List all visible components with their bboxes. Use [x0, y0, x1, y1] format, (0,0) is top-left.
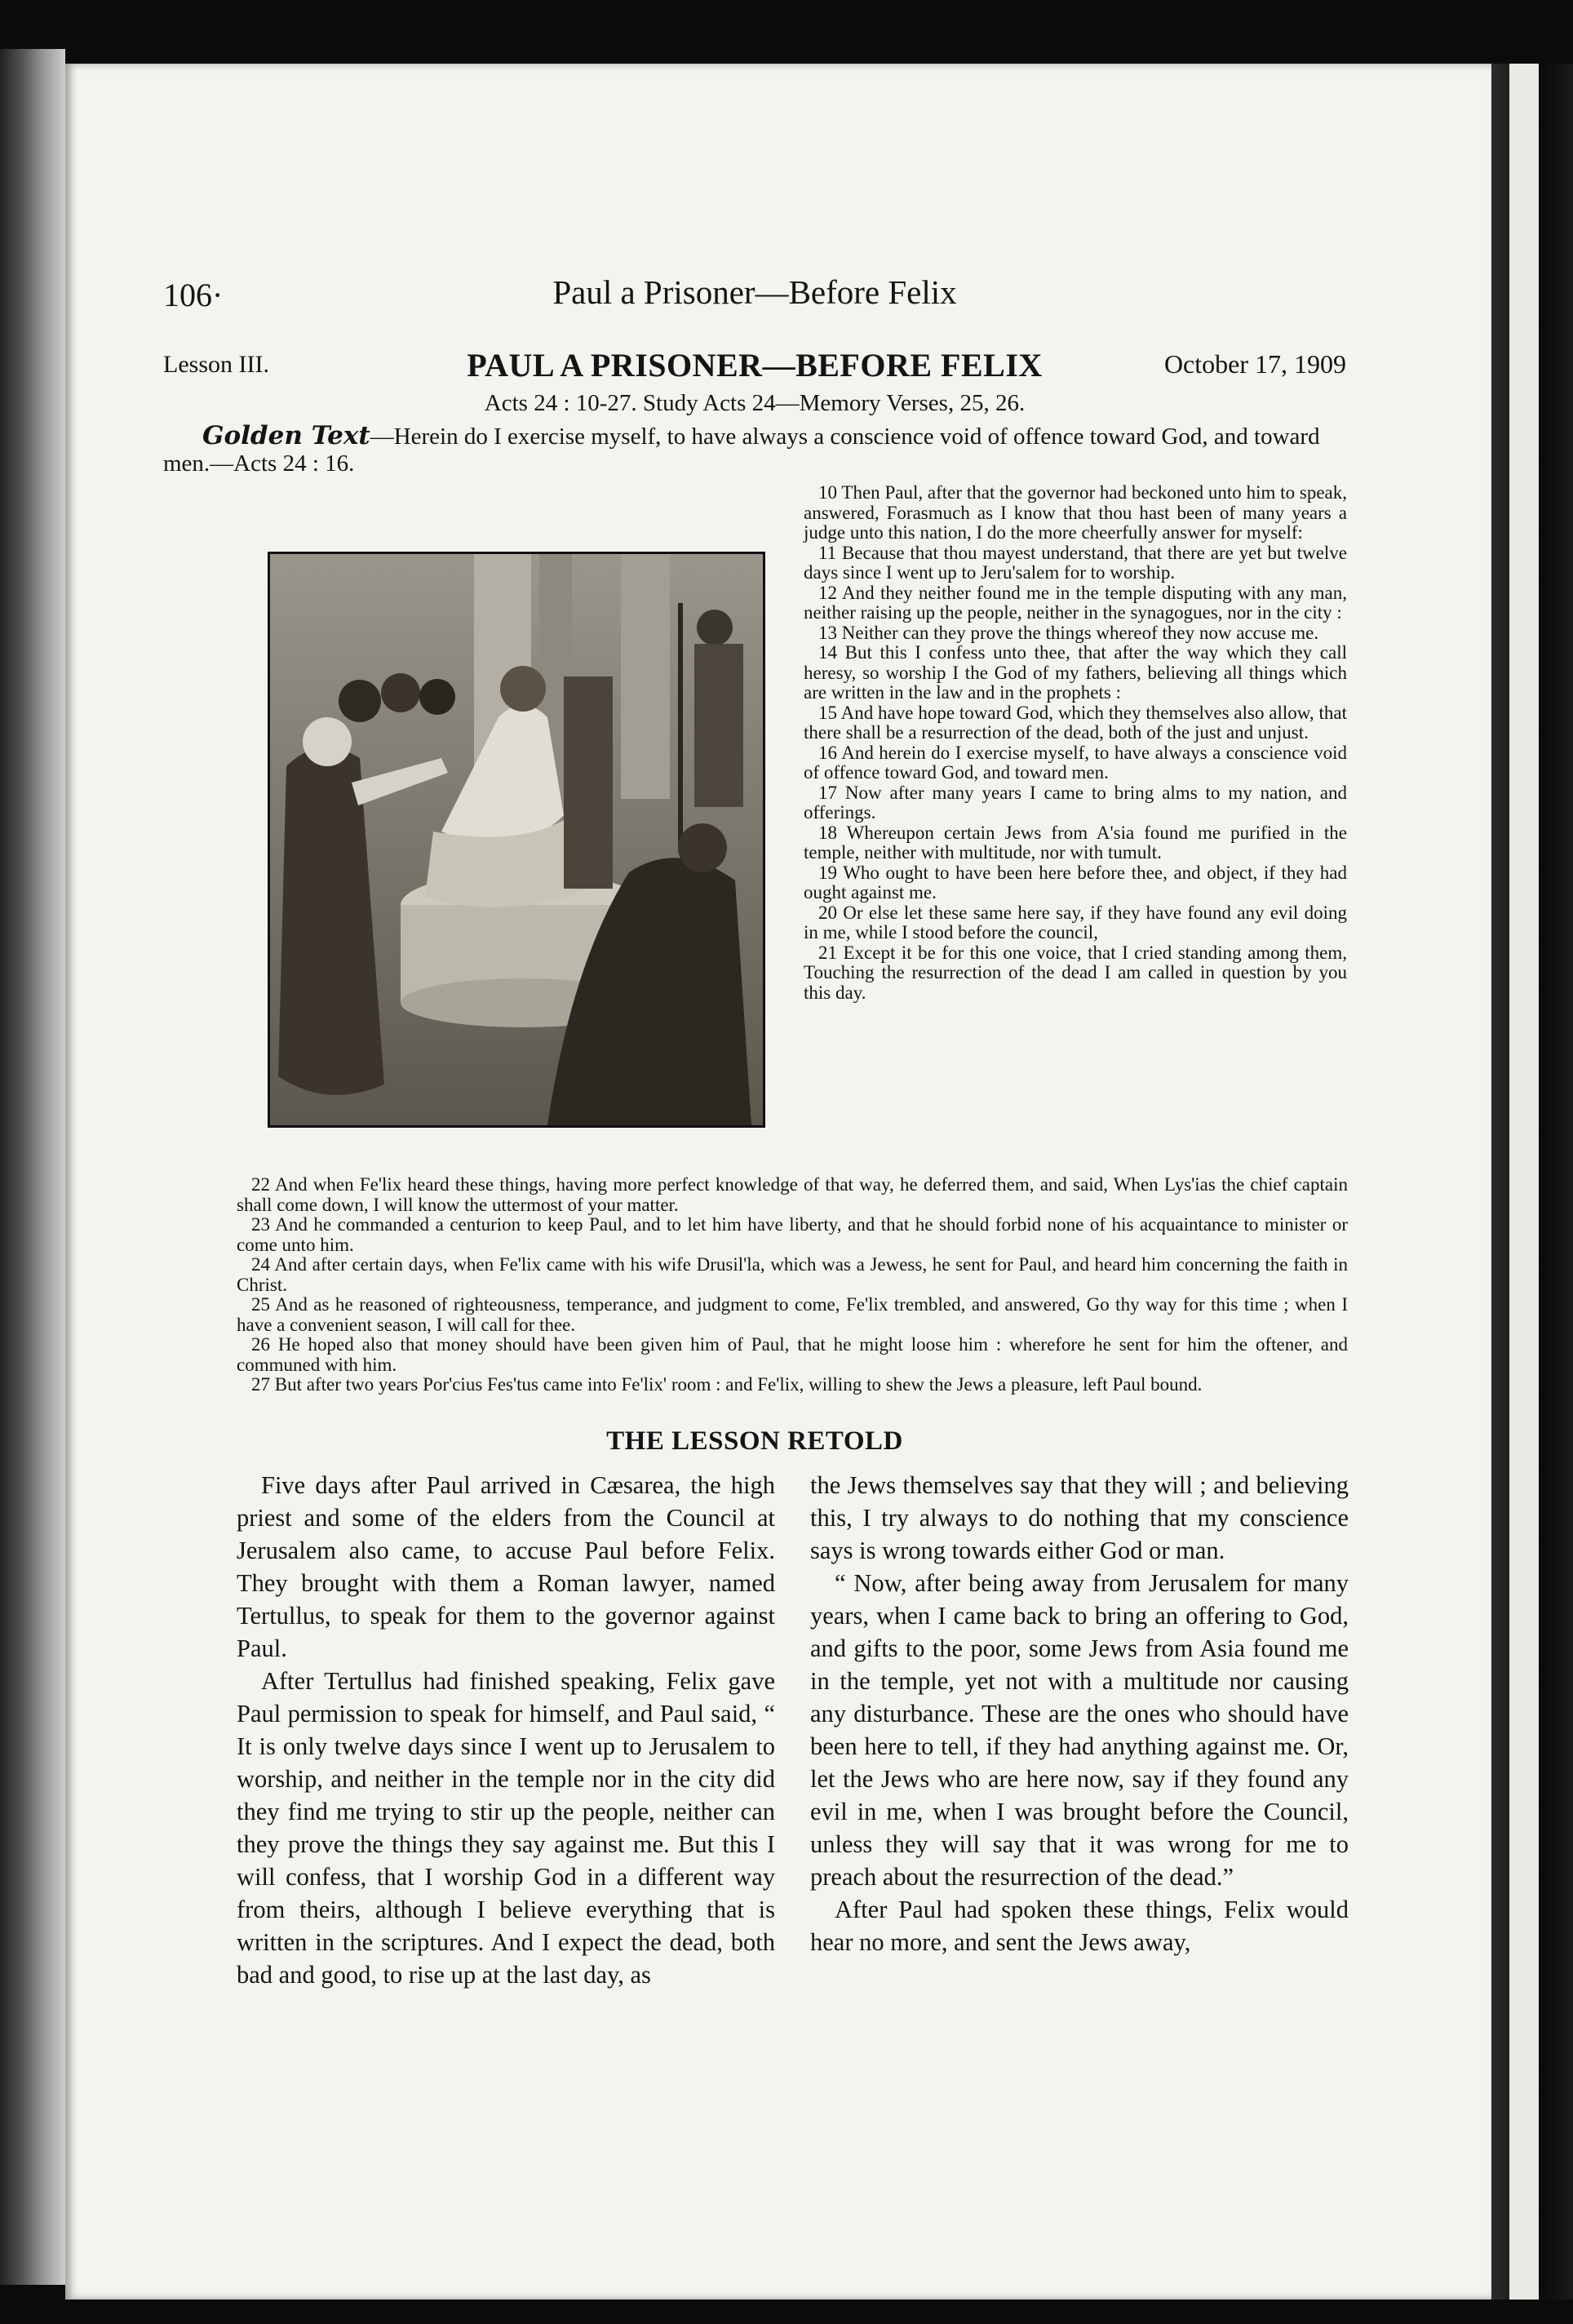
lesson-retold-heading: THE LESSON RETOLD: [606, 1426, 903, 1456]
verse: 21 Except it be for this one voice, that I cried standing among them, Touching the resurrection of the dead I am called in question by you this day.: [804, 942, 1347, 1003]
running-head: [163, 273, 1346, 325]
scripture-verses-full: [237, 1175, 1348, 1395]
retold-column-right: [810, 1469, 1349, 1958]
verse: 12 And they neither found me in the temple disputing with any man, neither raising up the people, neither in the synagogues, nor in the city :: [804, 582, 1347, 623]
verse: 24 And after certain days, when Fe'lix came with his wife Drusil'la, which was a Jewess, he sent for Paul, and heard him concerning the faith in Christ.: [237, 1254, 1348, 1295]
facing-page-edge: [1491, 64, 1573, 2300]
verse: 22 And when Fe'lix heard these things, having more perfect knowledge of that way, he deferred them, and said, When Lys'ias the chief captain shall come down, I will know the uttermost of your matter.: [237, 1174, 1348, 1215]
running-title: Paul a Prisoner—Before Felix: [552, 273, 957, 311]
paragraph: “ Now, after being away from Jerusalem for many years, when I came back to bring an offering to God, and gifts to the poor, some Jews from Asia found me in the temple, yet not with a multitude nor causing any disturbance. These are the ones who should have been here to tell, if they had anything against me. Or, let the Jews who are here now, say if they found any evil in me, when I was brought before the Council, unless they will say that it was wrong for me to preach about the resurrection of the dead.”: [810, 1569, 1349, 1891]
verse: 11 Because that thou mayest understand, that there are yet but twelve days since I went up to Jeru'salem for to worship.: [804, 542, 1347, 583]
golden-text-label: Golden Text: [202, 421, 370, 450]
verse: 17 Now after many years I came to bring alms to my nation, and offerings.: [804, 782, 1347, 823]
verse: 26 He hoped also that money should have been given him of Paul, that he might loose him : wherefore he sent for him the oftener, and communed with him.: [237, 1334, 1348, 1375]
page-number: 106·: [163, 277, 224, 313]
lesson-date: October 17, 1909: [1163, 349, 1346, 379]
retold-column-left: [237, 1469, 775, 1991]
verse: 15 And have hope toward God, which they themselves also allow, that there shall be a resurrection of the dead, both of the just and unjust.: [804, 702, 1347, 743]
verse: 20 Or else let these same here say, if they have found any evil doing in me, while I stood before the council,: [804, 902, 1347, 942]
verse: 23 And he commanded a centurion to keep Paul, and to let him have liberty, and that he should forbid none of his acquaintance to minister or come unto him.: [237, 1214, 1348, 1255]
lesson-reference: Acts 24 : 10-27. Study Acts 24—Memory Verses, 25, 26.: [484, 390, 1026, 416]
paragraph: Five days after Paul arrived in Cæsarea, the high priest and some of the elders from the Council at Jerusalem also came, to accuse Paul before Felix. They brought with them a Roman lawyer, named Tertullus, to speak for them to the governor against Paul.: [237, 1471, 775, 1662]
paragraph: the Jews themselves say that they will ; and believing this, I try always to do nothing that my conscience says is wrong towards either God or man.: [810, 1471, 1349, 1564]
lesson-header: [163, 346, 1346, 392]
verse: 14 But this I confess unto thee, that after the way which they call heresy, so worship I the God of my fathers, believing all things which are written in the law and in the prophets :: [804, 642, 1347, 703]
golden-text: [163, 423, 1346, 477]
verse: 25 And as he reasoned of righteousness, temperance, and judgment to come, Fe'lix trembled, and answered, Go thy way for this time ; when I have a convenient season, I will call for thee.: [237, 1294, 1348, 1335]
engraving-image: [270, 554, 763, 1125]
verse: 18 Whereupon certain Jews from A'sia found me purified in the temple, neither with multitude, nor with tumult.: [804, 822, 1347, 863]
paragraph: After Paul had spoken these things, Felix would hear no more, and sent the Jews away,: [810, 1896, 1349, 1956]
verse: 13 Neither can they prove the things whereof they now accuse me.: [818, 622, 1319, 643]
verse: 16 And herein do I exercise myself, to have always a conscience void of offence toward God, and toward men.: [804, 742, 1347, 783]
scripture-verses-right: [804, 483, 1347, 1003]
paragraph: After Tertullus had finished speaking, Felix gave Paul permission to speak for himself, and Paul said, “ It is only twelve days since I went up to Jerusalem to worship, and neither in the temple nor in the city did they find me trying to stir up the people, neither can they prove the things they say against me. But this I will confess, that I worship God in a different way from theirs, although I believe everything that is written in the scriptures. And I expect the dead, both bad and good, to rise up at the last day, as: [237, 1667, 775, 1989]
verse: 19 Who ought to have been here before thee, and object, if they had ought against me.: [804, 862, 1347, 903]
golden-text-body: —Herein do I exercise myself, to have always a conscience void of offence toward God, and toward men.—Acts 24 : 16.: [163, 424, 1320, 477]
verse: 10 Then Paul, after that the governor had beckoned unto him to speak, answered, Forasmuch as I know that thou hast been of many years a judge unto this nation, I do the more cheerfully answer for myself:: [804, 482, 1347, 543]
lesson-title: PAUL A PRISONER—BEFORE FELIX: [467, 347, 1043, 384]
verse: 27 But after two years Por'cius Fes'tus came into Fe'lix' room : and Fe'lix, willing to shew the Jews a pleasure, left Paul bound.: [251, 1374, 1203, 1395]
illustration-paul-before-felix: [268, 552, 765, 1128]
lesson-number: Lesson III.: [163, 351, 269, 378]
book-spine: [0, 49, 65, 2285]
